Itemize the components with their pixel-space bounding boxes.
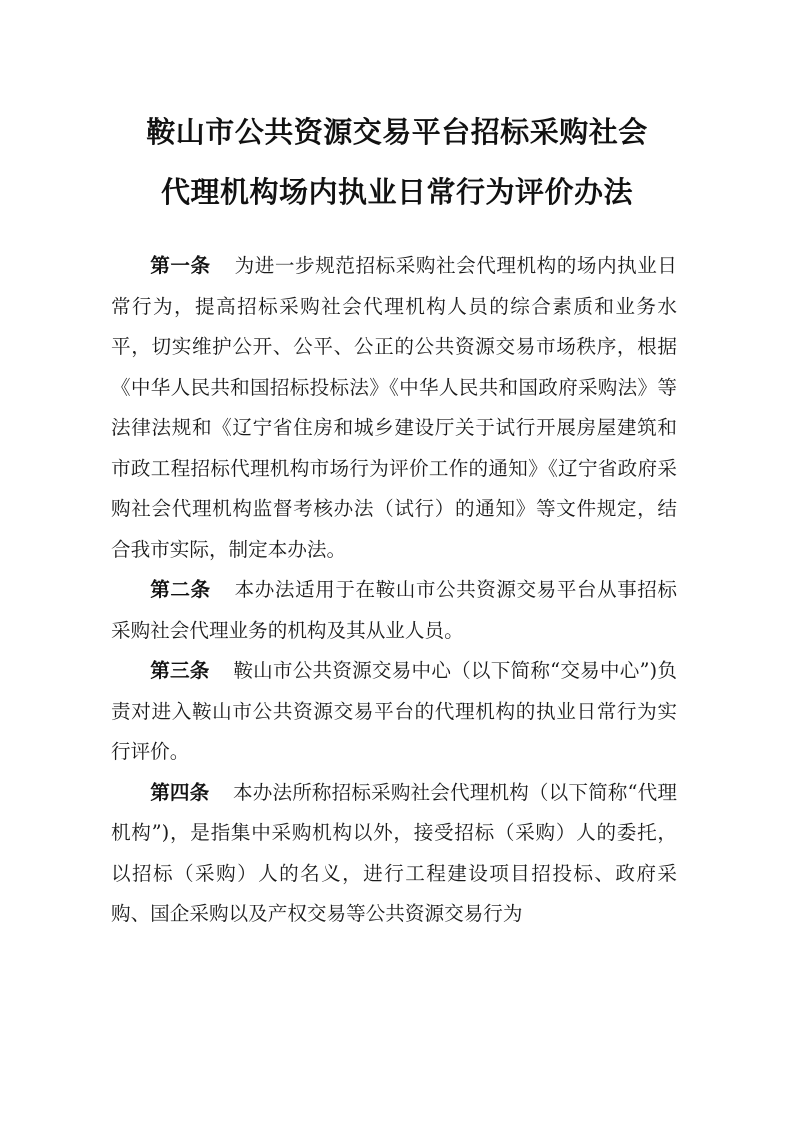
article-paragraph-2 bbox=[111, 570, 677, 651]
document-title-line-2: 代理机构场内执业日常行为评价办法 bbox=[160, 175, 633, 209]
article-paragraph-1 bbox=[111, 246, 677, 570]
document-body bbox=[111, 246, 677, 935]
document-title-line-1: 鞍山市公共资源交易平台招标采购社会 bbox=[146, 115, 648, 149]
article-number: 第三条 bbox=[150, 659, 210, 682]
article-paragraph-3 bbox=[111, 651, 677, 773]
article-number: 第一条 bbox=[150, 254, 211, 277]
article-text: 鞍山市公共资源交易中心（以下简称“交易中心”)负责对进入鞍山市公共资源交易平台的代理机构的执业日常行为实行评价。 bbox=[111, 659, 677, 763]
article-number: 第二条 bbox=[150, 578, 211, 601]
article-text: 本办法适用于在鞍山市公共资源交易平台从事招标采购社会代理业务的机构及其从业人员。 bbox=[111, 578, 678, 642]
article-text: 本办法所称招标采购社会代理机构（以下简称“代理机构”)，是指集中采购机构以外，接受招标（采购）人的委托，以招标（采购）人的名义，进行工程建设项目招投标、政府采购、国企采购以及产权交易等公共资源交易行为 bbox=[111, 780, 677, 925]
article-paragraph-4 bbox=[111, 773, 677, 935]
article-number: 第四条 bbox=[150, 780, 210, 804]
article-text: 为进一步规范招标采购社会代理机构的场内执业日常行为，提高招标采购社会代理机构人员的综合素质和业务水平，切实维护公开、公平、公正的公共资源交易市场秩序，根据《中华人民共和国招标投标法》《中华人民共和国政府采购法》等法律法规和《辽宁省住房和城乡建设厅关于试行开展房屋建筑和市政工程招标代理机构市场行为评价工作的通知》《辽宁省政府采购社会代理机构监督考核办法（试行）的通知》等文件规定，结合我市实际，制定本办法。 bbox=[111, 254, 678, 561]
